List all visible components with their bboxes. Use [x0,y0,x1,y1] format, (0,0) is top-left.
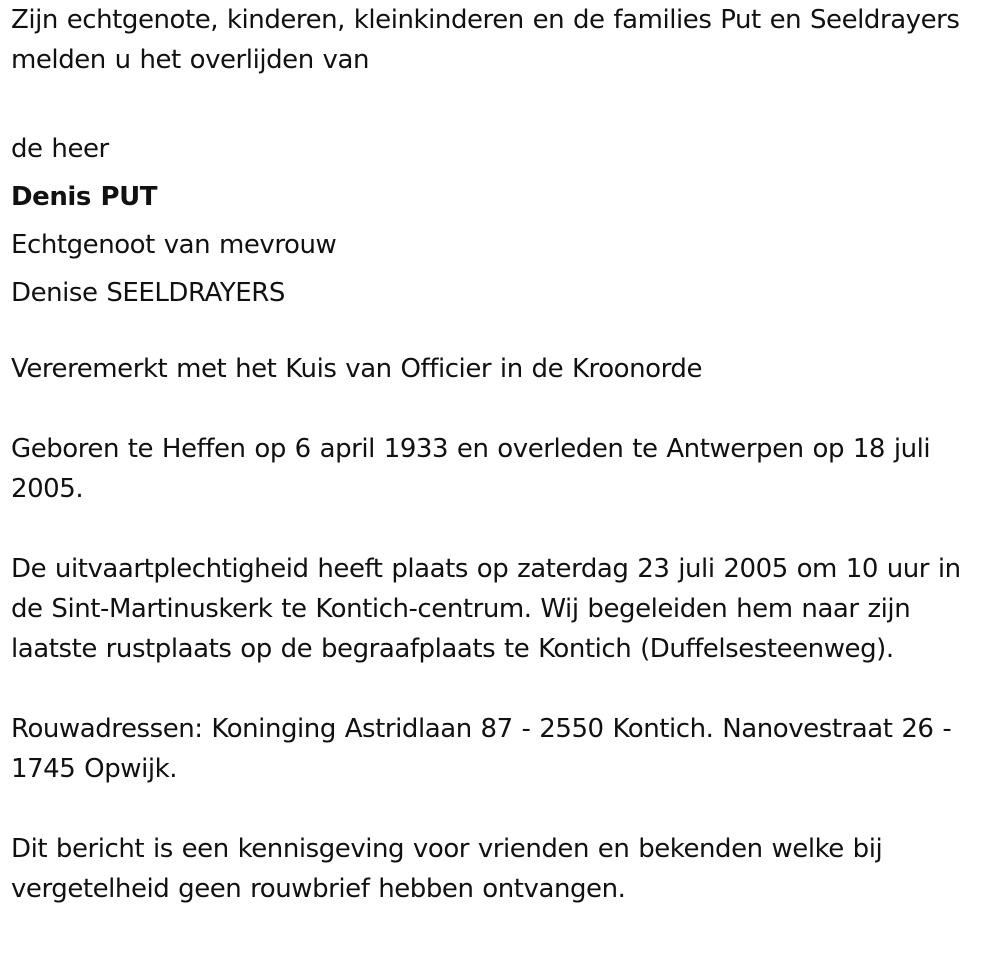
spacer [11,669,996,709]
death-notice [11,0,996,909]
addresses-text: Rouwadressen: Koninging Astridlaan 87 - 2550 Kontich. Nanovestraat 26 - 1745 Opwijk. [11,714,952,784]
spacer [11,509,996,549]
intro-text: Zijn echtgenote, kinderen, kleinkinderen en de families Put en Seeldrayers melden u het overlijden van [11,5,960,75]
spacer [11,789,996,829]
deceased-name: Denis PUT [11,182,158,212]
salutation: de heer [11,134,109,164]
funeral-text: De uitvaartplechtigheid heeft plaats op zaterdag 23 juli 2005 om 10 uur in de Sint-Martinuskerk te Kontich-centrum. Wij begeleiden hem naar zijn laatste rustplaats op de begraafplaats te Kontich (Duffelsesteenweg). [11,554,961,664]
spouse-name: Denise SEELDRAYERS [11,278,285,308]
spouse-label: Echtgenoot van mevrouw [11,230,337,260]
closing-text: Dit bericht is een kennisgeving voor vrienden en bekenden welke bij vergetelheid geen rouwbrief hebben ontvangen. [11,834,883,904]
spacer [11,389,996,429]
spacer [11,80,996,120]
birth-death-text: Geboren te Heffen op 6 april 1933 en overleden te Antwerpen op 18 juli 2005. [11,434,931,504]
honour-text: Vereremerkt met het Kuis van Officier in de Kroonorde [11,354,703,384]
